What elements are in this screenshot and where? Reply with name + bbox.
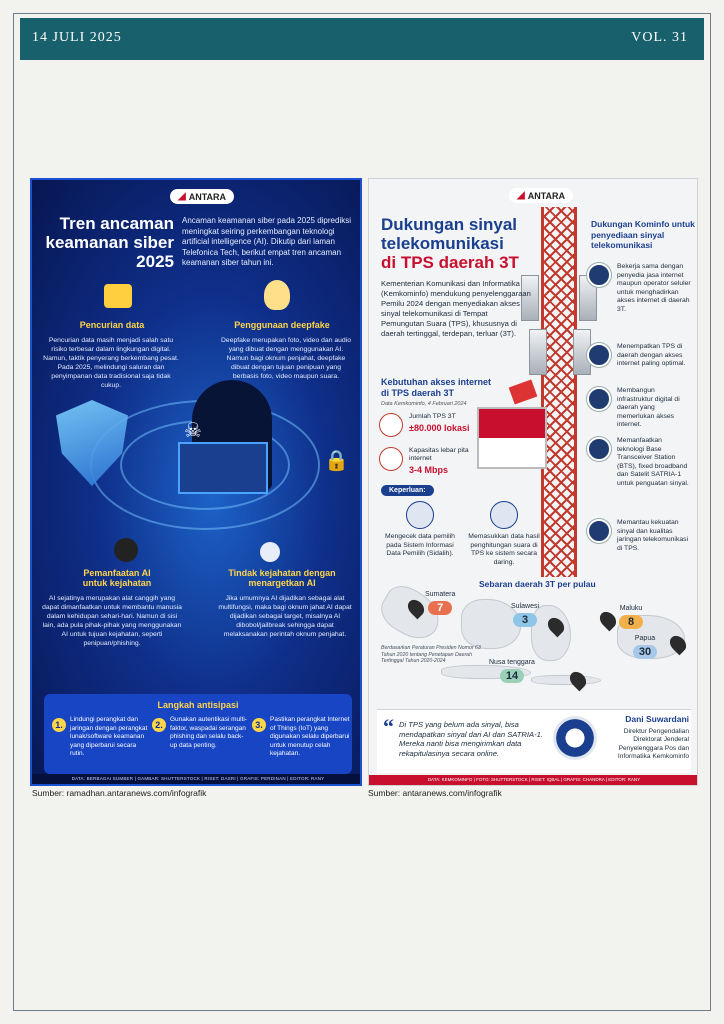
region-name: Sulawesi (511, 603, 540, 610)
kebutuhan-title: Kebutuhan akses internet di TPS daerah 3T (381, 377, 492, 398)
section-title-data-theft: Pencurian data (79, 320, 145, 330)
region-maluku (619, 605, 643, 630)
antara-logo: ◢ ANTARA (509, 188, 573, 203)
kominfo-item-icon (587, 263, 611, 287)
antara-mark-icon: ◢ (517, 190, 525, 201)
quote-author: Dani Suwardani (625, 714, 689, 724)
region-sumatera (425, 591, 455, 616)
kominfo-item-text: Memantau kekuatan sinyal dan kualitas jaringan telekomunikasi di TPS. (617, 519, 689, 552)
title-line-1: Dukungan sinyal telekomunikasi (381, 215, 518, 253)
infographic-intro: Kementerian Komunikasi dan Informatika (Kemkominfo) mendukung penyelenggaraan Pemilu 2024 dengan menyediakan akses sinyal telekomunikasi di Tempat Pemungutan Suara (TPS), khususnya di daerah tertinggal, terdepan, terluar (3T). (381, 279, 531, 338)
step-text: Gunakan autentikasi multi-faktor, waspadai serangan phishing dan selalu back-up data penting. (170, 716, 247, 749)
region-papua (633, 635, 657, 660)
antisipasi-box (44, 694, 352, 774)
region-count: 8 (619, 615, 643, 629)
region-name: Maluku (619, 605, 643, 612)
data-check-icon (406, 501, 434, 529)
infographic-title: Tren ancaman keamanan siber 2025 (45, 214, 174, 271)
step-number: 2. (152, 718, 166, 732)
keperluan-text: Memasukkan data hasil penghitungan suara di TPS ke sistem secara daring. (468, 533, 540, 566)
quote-mark-icon: “ (383, 714, 394, 739)
ballot-box (477, 407, 547, 469)
cyber-threat-infographic (30, 178, 362, 786)
section-title-ai-crime: Pemanfaatan AI untuk kejahatan (82, 568, 152, 588)
stat-value: 3-4 Mbps (409, 465, 449, 475)
stat-label: Kapasitas lebar pita internet (409, 447, 469, 462)
section-text-data-theft: Pencurian data masih menjadi salah satu risiko terbesar dalam lingkungan digital. Namun, taktik penyerang berkembang pesat. Pada 2025, melindungi saluran dan penyimpanan data tradisional saja tidak cukup. (43, 337, 179, 389)
upload-data-icon (490, 501, 518, 529)
ballot-paper-icon (509, 379, 538, 404)
lock-icon: 🔒 (324, 450, 349, 472)
region-nusa-tenggara (489, 659, 535, 684)
laptop-icon (178, 442, 268, 494)
keperluan-item (465, 501, 543, 567)
quote-author-role: Direktur Pengendalian Direktorat Jenderal Penyelenggara Pos dan Informatika Kemkominfo (617, 728, 689, 761)
section-title-ai-target: Tindak kejahatan dengan menargetkan AI (228, 568, 336, 588)
keperluan-text: Mengecek data pemilih pada Sistem Informasi Data Pemilih (Sidalih). (385, 533, 455, 558)
region-name: Sumatera (425, 591, 456, 598)
issue-volume: VOL. 31 (631, 30, 688, 45)
region-count: 30 (633, 645, 657, 659)
source-right: Sumber: antaranews.com/infografik (368, 788, 502, 798)
antara-logo: ◢ ANTARA (170, 189, 234, 204)
ai-criminal-icon (114, 538, 138, 562)
region-name: Nusa tenggara (489, 659, 535, 666)
stat-value: ±80.000 lokasi (409, 423, 470, 433)
kominfo-item-icon (587, 343, 611, 367)
kominfo-title: Dukungan Kominfo untuk penyediaan sinyal telekomunikasi (591, 219, 695, 250)
antara-mark-icon: ◢ (178, 191, 186, 202)
credits-bar: DATA: KEMKOMINFO | FOTO: SHUTTERSTOCK | RISET: IQBAL | GRAFIS: CHANDRA | EDITOR: RANY (369, 775, 698, 785)
region-name: Papua (634, 635, 656, 642)
map-pin-icon (597, 609, 620, 632)
section-title-deepfake: Penggunaan deepfake (234, 320, 330, 330)
step-text: Pastikan perangkat Internet of Things (IoT) yang digunakan selalu diperbarui untuk menutup celah kejahatan. (270, 716, 350, 757)
section-text-ai-crime: AI sejatinya merupakan alat canggih yang dapat dimanfaatkan untuk membantu manusia dalam kehidupan sehari-hari. Namun di sisi lain, ada pula pihak-pihak yang menggunakan AI untuk tujuan kejahatan, seperti penipuan/phishing. (42, 595, 182, 647)
keperluan-item (381, 501, 459, 559)
tps-signal-infographic (368, 178, 698, 786)
issue-date: 14 JULI 2025 (32, 30, 122, 45)
stat-label: Jumlah TPS 3T (409, 413, 456, 420)
infographic-intro: Ancaman keamanan siber pada 2025 diprediksi meningkat seiring perkembangan teknologi artificial intelligence (AI). Dikutip dari laman Telefonica Tech, berikut empat tren ancaman keamanan siber tahun ini. (182, 216, 351, 267)
kominfo-item-icon (587, 437, 611, 461)
section-text-ai-target: Jika umumnya AI dijadikan sebagai alat multifungsi, maka bagi oknum jahat AI dapat dijadikan sebagai target, misalnya AI dibobol/jailbreak sehingga dapat melaksanakan perintah oknum penjahat. (218, 595, 352, 638)
region-count: 7 (428, 601, 452, 615)
ballot-box-flag (479, 409, 545, 438)
kebutuhan-subtitle: Data Kemkominfo, 4 Februari 2024 (381, 401, 467, 407)
infographic-title (381, 215, 551, 272)
deepfake-mask-icon (264, 280, 290, 310)
kominfo-emblem (553, 716, 597, 760)
kominfo-item-text: Membangun infrastruktur digital di daerah yang memerlukan akses internet. (617, 387, 680, 429)
regulation-note: Berdasarkan Peraturan Presiden Nomor 63 Tahun 2020 tentang Penetapan Daerah Tertinggal Tahun 2020-2024 (381, 645, 481, 665)
quote-box (377, 709, 691, 773)
data-theft-icon (104, 284, 132, 308)
section-text-deepfake: Deepfake merupakan foto, video dan audio yang dibuat dengan menggunakan AI. Namun bagi oknum penjahat, deepfake dibuat dengan tujuan penipuan yang berbasis foto, video maupun suara. (221, 337, 351, 380)
step-number: 3. (252, 718, 266, 732)
tps-ballot-icon (379, 413, 403, 437)
skull-icon: ☠ (184, 420, 202, 442)
kominfo-item-text: Menempatkan TPS di daerah dengan akses internet paling optimal. (617, 343, 686, 368)
credits-bar: DATA: BERBAGAI SUMBER | GAMBAR: SHUTTERSTOCK | RISET: DASRI | GRAFIS: PERDINAN | EDITOR: RANY (32, 774, 362, 784)
source-left: Sumber: ramadhan.antaranews.com/infografik (32, 788, 207, 798)
step-text: Lindungi perangkat dan jaringan dengan perangkat lunak/software keamanan yang diperbarui secara rutin. (70, 716, 148, 757)
map-pin-icon (567, 669, 590, 692)
antisipasi-title: Langkah antisipasi (157, 700, 239, 710)
keperluan-label: Keperluan: (381, 485, 434, 496)
region-count: 14 (500, 669, 524, 683)
ai-target-icon (260, 542, 280, 562)
region-sulawesi (511, 603, 539, 628)
quote-text: Di TPS yang belum ada sinyal, bisa mendapatkan sinyal dari AI dan SATRIA-1. Mereka nanti bisa mengirimkan data rekapitulasinya secara online. (399, 720, 543, 758)
island-nusa-tenggara (531, 675, 601, 685)
kominfo-item-icon (587, 519, 611, 543)
kominfo-item-icon (587, 387, 611, 411)
antenna-panel (529, 329, 547, 375)
title-line-2: di TPS daerah 3T (381, 253, 519, 272)
step-number: 1. (52, 718, 66, 732)
header-bar (20, 18, 704, 60)
sebaran-title: Sebaran daerah 3T per pulau (479, 579, 596, 589)
kominfo-item-text: Bekerja sama dengan penyedia jasa internet maupun operator seluler untuk menghadirkan akses internet di daerah 3T. (617, 263, 691, 313)
satellite-dish-icon (379, 447, 403, 471)
region-count: 3 (513, 613, 537, 627)
kominfo-item-text: Memanfaatkan teknologi Base Transceiver Station (BTS), fixed broadband dan Satelit SATRIA-1 untuk penguatan sinyal. (617, 437, 689, 487)
